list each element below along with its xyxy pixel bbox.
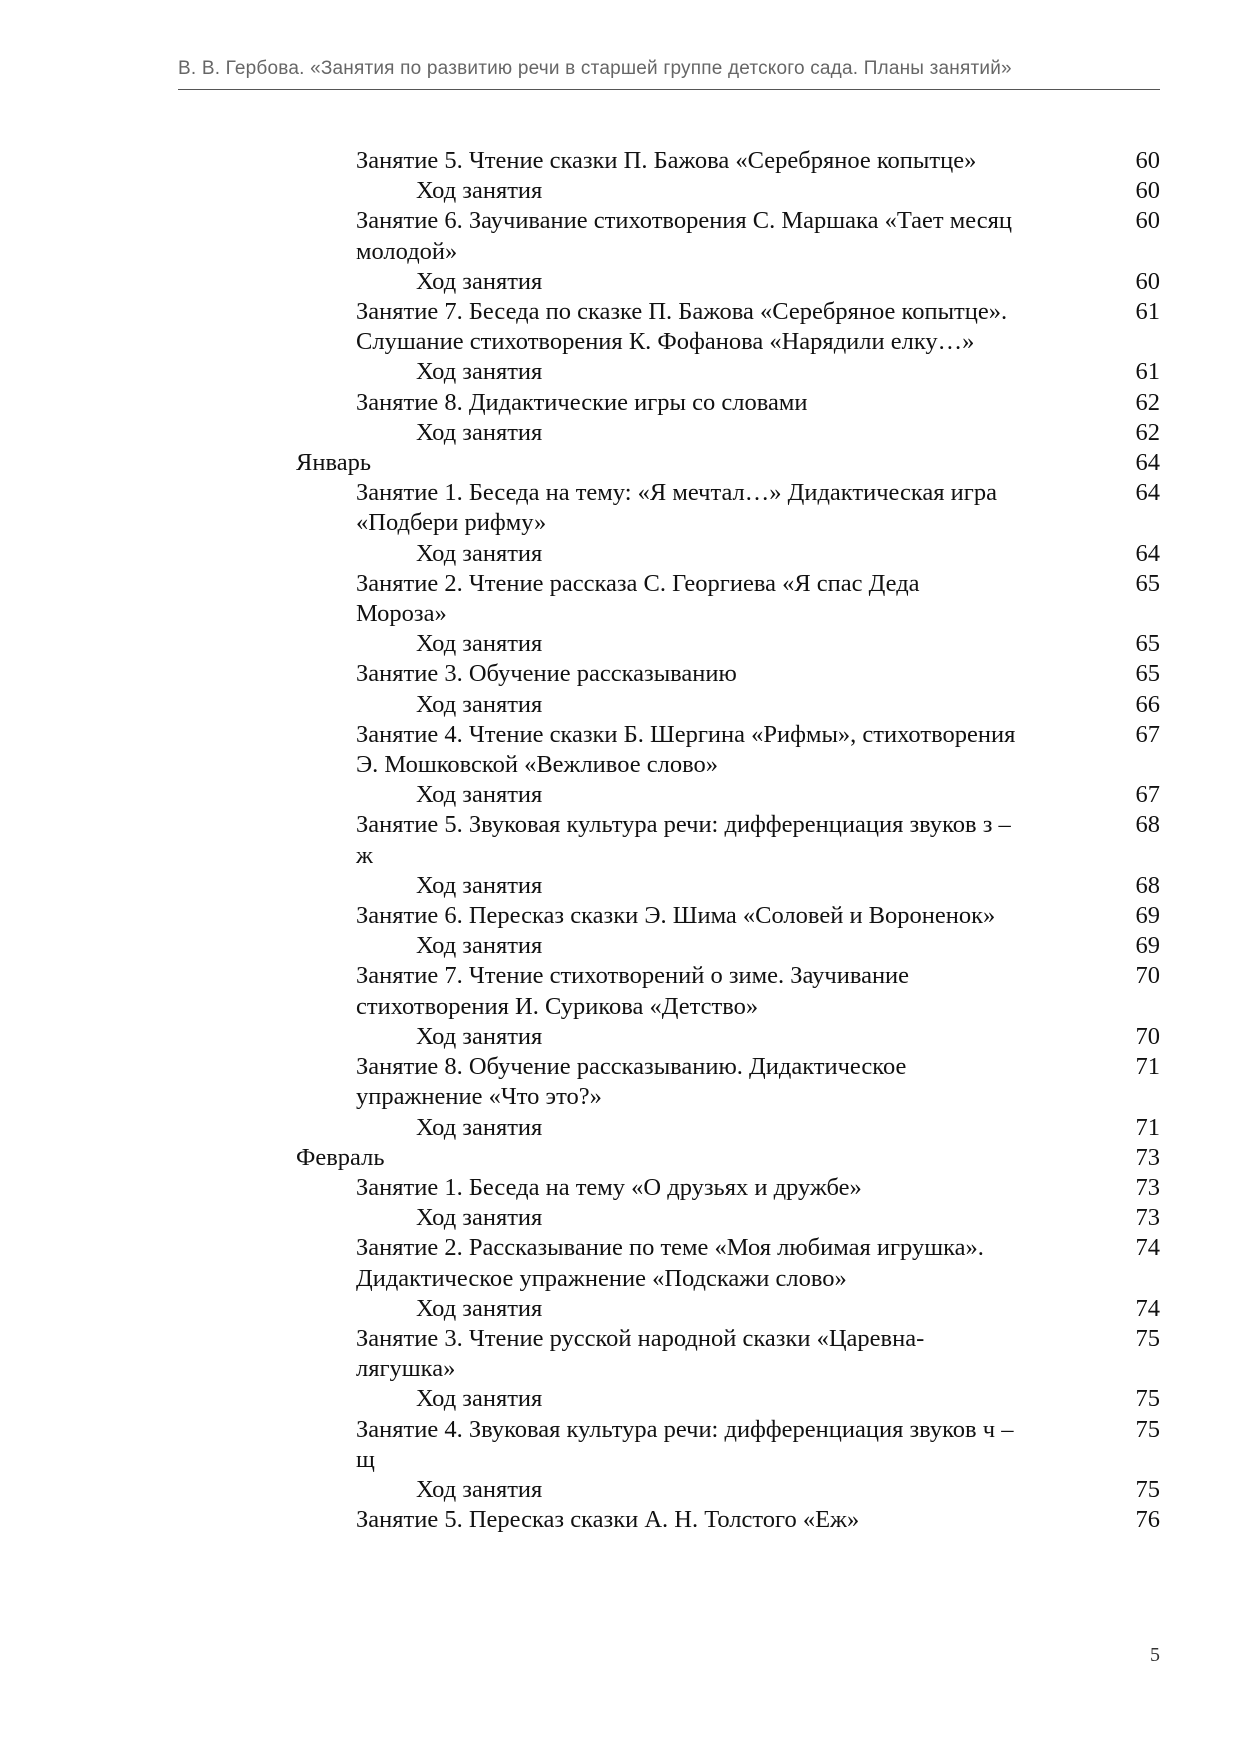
toc-entry-title: Январь <box>296 449 371 477</box>
toc-entry-page: 60 <box>1135 177 1160 205</box>
toc-subentry[interactable] <box>0 871 1240 901</box>
toc-entry[interactable] <box>0 961 1240 1021</box>
table-of-contents <box>0 146 1240 1535</box>
toc-entry-title: Ход занятия <box>416 267 543 295</box>
toc-entry-title: Занятие 4. Звуковая культура речи: дифференциация звуков ч – щ <box>356 1415 1014 1473</box>
toc-subentry[interactable] <box>0 780 1240 810</box>
toc-entry-page: 73 <box>1135 1143 1160 1171</box>
toc-entry[interactable] <box>0 569 1240 629</box>
toc-subentry[interactable] <box>0 1475 1240 1505</box>
toc-entry-title: Занятие 3. Чтение русской народной сказки «Царевна-лягушка» <box>356 1324 925 1383</box>
toc-entry-page: 60 <box>1135 147 1160 174</box>
toc-subentry[interactable] <box>0 1384 1240 1414</box>
toc-entry-page: 75 <box>1135 1415 1160 1443</box>
toc-entry[interactable] <box>0 659 1240 689</box>
toc-entry-page: 67 <box>1135 720 1160 748</box>
toc-entry-title: Ход занятия <box>416 630 543 658</box>
toc-entry-page: 76 <box>1135 1506 1160 1534</box>
toc-entry[interactable] <box>0 297 1240 357</box>
toc-entry-page: 61 <box>1135 358 1160 386</box>
toc-subentry[interactable] <box>0 690 1240 720</box>
toc-entry-page: 70 <box>1135 1022 1160 1050</box>
toc-entry-title: Ход занятия <box>416 1204 543 1232</box>
toc-entry-title: Занятие 5. Звуковая культура речи: дифференциация звуков з – ж <box>356 811 1011 869</box>
toc-entry-title: Ход занятия <box>416 1022 543 1050</box>
toc-subentry[interactable] <box>0 418 1240 448</box>
toc-entry-page: 68 <box>1135 871 1160 899</box>
toc-entry-title: Занятие 4. Чтение сказки Б. Шергина «Рифмы», стихотворения Э. Мошковской «Вежливое слово» <box>356 720 1016 779</box>
toc-entry-page: 74 <box>1135 1234 1160 1262</box>
toc-entry[interactable] <box>0 388 1240 418</box>
toc-section[interactable] <box>0 1143 1240 1173</box>
toc-entry-title: Ход занятия <box>416 539 543 567</box>
toc-entry-page: 60 <box>1135 267 1160 295</box>
toc-entry-page: 75 <box>1135 1475 1160 1503</box>
toc-entry-page: 65 <box>1135 569 1160 597</box>
toc-entry-title: Занятие 8. Дидактические игры со словами <box>356 388 808 416</box>
toc-entry-title: Занятие 5. Чтение сказки П. Бажова «Серебряное копытце» <box>356 147 977 174</box>
toc-entry-page: 61 <box>1135 298 1160 326</box>
toc-entry[interactable] <box>0 901 1240 931</box>
toc-entry-page: 65 <box>1135 630 1160 658</box>
toc-subentry[interactable] <box>0 539 1240 569</box>
toc-entry-page: 68 <box>1135 811 1160 839</box>
toc-entry-page: 62 <box>1135 388 1160 416</box>
toc-entry[interactable] <box>0 1505 1240 1535</box>
toc-entry-page: 67 <box>1135 781 1160 809</box>
toc-entry-page: 70 <box>1135 962 1160 990</box>
toc-entry-page: 74 <box>1135 1294 1160 1322</box>
toc-entry-title: Ход занятия <box>416 1385 543 1413</box>
toc-entry-page: 66 <box>1135 690 1160 718</box>
toc-entry-title: Занятие 1. Беседа на тему «О друзьях и дружбе» <box>356 1173 862 1201</box>
toc-entry-title: Ход занятия <box>416 871 543 899</box>
toc-entry-title: Занятие 2. Рассказывание по теме «Моя любимая игрушка». Дидактическое упражнение «Подскажи слово» <box>356 1234 984 1292</box>
toc-entry-page: 62 <box>1135 418 1160 446</box>
toc-entry[interactable] <box>0 1233 1240 1293</box>
toc-entry-page: 75 <box>1135 1324 1160 1352</box>
toc-entry-title: Ход занятия <box>416 418 543 446</box>
toc-entry-title: Ход занятия <box>416 781 543 809</box>
toc-subentry[interactable] <box>0 629 1240 659</box>
toc-subentry[interactable] <box>0 1203 1240 1233</box>
toc-entry-page: 75 <box>1135 1385 1160 1413</box>
toc-entry-title: Занятие 1. Беседа на тему: «Я мечтал…» Дидактическая игра «Подбери рифму» <box>356 479 997 537</box>
toc-entry-title: Занятие 5. Пересказ сказки А. Н. Толстого «Еж» <box>356 1506 860 1534</box>
toc-entry-page: 69 <box>1135 902 1160 930</box>
toc-entry-page: 71 <box>1135 1053 1160 1081</box>
toc-subentry[interactable] <box>0 357 1240 387</box>
toc-entry-title: Ход занятия <box>416 690 543 718</box>
toc-entry-title: Ход занятия <box>416 358 543 386</box>
toc-entry[interactable] <box>0 146 1240 176</box>
toc-entry-page: 60 <box>1135 207 1160 235</box>
toc-entry-page: 71 <box>1135 1113 1160 1141</box>
toc-subentry[interactable] <box>0 1294 1240 1324</box>
header-divider <box>178 89 1160 90</box>
toc-subentry[interactable] <box>0 1113 1240 1143</box>
toc-entry-title: Февраль <box>296 1143 385 1171</box>
toc-entry-title: Ход занятия <box>416 177 543 205</box>
toc-entry-title: Занятие 7. Чтение стихотворений о зиме. Заучивание стихотворения И. Сурикова «Детство» <box>356 962 910 1020</box>
toc-entry-page: 65 <box>1135 660 1160 688</box>
page-number: 5 <box>1150 1644 1160 1666</box>
toc-entry[interactable] <box>0 1324 1240 1384</box>
toc-entry[interactable] <box>0 478 1240 538</box>
toc-entry[interactable] <box>0 206 1240 266</box>
toc-entry-page: 73 <box>1135 1204 1160 1232</box>
toc-subentry[interactable] <box>0 176 1240 206</box>
toc-entry-title: Занятие 7. Беседа по сказке П. Бажова «Серебряное копытце». Слушание стихотворения К. Фофанова «Нарядили елку…» <box>356 298 1008 356</box>
toc-entry-page: 64 <box>1135 449 1160 477</box>
toc-entry-title: Занятие 3. Обучение рассказыванию <box>356 660 737 688</box>
toc-entry-title: Ход занятия <box>416 1475 543 1503</box>
toc-entry[interactable] <box>0 810 1240 870</box>
toc-entry-title: Ход занятия <box>416 1113 543 1141</box>
toc-subentry[interactable] <box>0 1022 1240 1052</box>
toc-subentry[interactable] <box>0 267 1240 297</box>
toc-entry-page: 73 <box>1135 1173 1160 1201</box>
toc-section[interactable] <box>0 448 1240 478</box>
toc-entry-page: 69 <box>1135 932 1160 960</box>
toc-entry-title: Занятие 6. Пересказ сказки Э. Шима «Соловей и Вороненок» <box>356 902 996 930</box>
toc-entry-title: Ход занятия <box>416 932 543 960</box>
toc-entry[interactable] <box>0 1415 1240 1475</box>
toc-entry-title: Ход занятия <box>416 1294 543 1322</box>
toc-entry-title: Занятие 6. Заучивание стихотворения С. Маршака «Тает месяц молодой» <box>356 207 1013 265</box>
toc-entry[interactable] <box>0 1173 1240 1203</box>
toc-entry-page: 64 <box>1135 479 1160 507</box>
toc-entry[interactable] <box>0 1052 1240 1112</box>
toc-entry-page: 64 <box>1135 539 1160 567</box>
toc-entry-title: Занятие 8. Обучение рассказыванию. Дидактическое упражнение «Что это?» <box>356 1053 907 1111</box>
toc-subentry[interactable] <box>0 931 1240 961</box>
toc-entry[interactable] <box>0 720 1240 780</box>
running-header: В. В. Гербова. «Занятия по развитию речи в старшей группе детского сада. Планы занятий» <box>178 58 1012 79</box>
toc-entry-title: Занятие 2. Чтение рассказа С. Георгиева «Я спас Деда Мороза» <box>356 569 920 628</box>
